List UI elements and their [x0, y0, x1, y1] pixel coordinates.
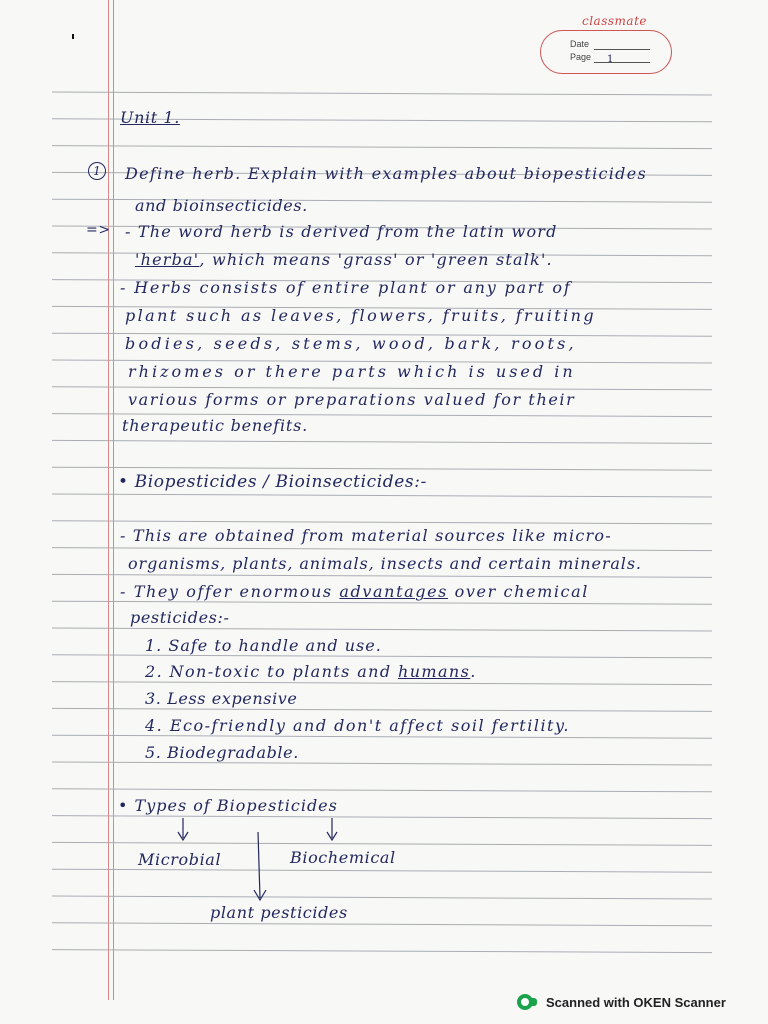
date-label: Date — [570, 39, 590, 49]
answer-line: - The word herb is derived from the latin word — [125, 222, 558, 241]
question-line: and bioinsecticides. — [135, 196, 308, 215]
type-plant: plant pesticides — [210, 903, 348, 922]
scanner-text: Scanned with OKEN Scanner — [546, 994, 726, 1010]
type-microbial: Microbial — [138, 850, 222, 869]
advantage-item: 3. Less expensive — [145, 689, 298, 708]
arrow-to-plant — [258, 832, 260, 898]
type-biochemical: Biochemical — [290, 848, 396, 867]
page-number: 1 — [607, 54, 614, 65]
underlined-word: advantages — [339, 582, 448, 601]
advantage-item: 4. Eco-friendly and don't affect soil fertility. — [145, 716, 570, 735]
answer-line: plant such as leaves, flowers, fruits, fruiting — [125, 306, 596, 325]
answer-line: 'herba', which means 'grass' or 'green stalk'. — [135, 250, 553, 269]
underlined-word: humans — [398, 662, 471, 681]
brand-name: classmate — [582, 14, 647, 28]
answer-arrow: => — [86, 222, 111, 238]
advantage-item: 1. Safe to handle and use. — [145, 636, 382, 655]
page-label: Page — [570, 52, 592, 62]
underlined-word: 'herba' — [135, 250, 200, 269]
section-heading: • Types of Biopesticides — [118, 796, 338, 815]
question-line: Define herb. Explain with examples about biopesticides — [125, 164, 647, 183]
advantage-item: 5. Biodegradable. — [145, 743, 299, 762]
answer-line: rhizomes or there parts which is used in — [128, 362, 576, 381]
scanner-watermark — [516, 992, 726, 1012]
advantage-item: 2. Non-toxic to plants and humans. — [145, 662, 477, 681]
answer-line: therapeutic benefits. — [122, 416, 309, 435]
answer-line: bodies, seeds, stems, wood, bark, roots, — [125, 334, 577, 353]
biopesticide-line: organisms, plants, animals, insects and certain minerals. — [128, 554, 642, 573]
section-heading: • Biopesticides / Bioinsecticides:- — [118, 472, 427, 492]
unit-title: Unit 1. — [120, 108, 180, 127]
biopesticide-line: - They offer enormous advantages over chemical — [120, 582, 589, 601]
answer-line: - Herbs consists of entire plant or any part of — [120, 278, 572, 297]
scanner-logo-icon — [516, 993, 538, 1011]
biopesticide-line: pesticides:- — [130, 608, 230, 627]
question-number: 1 — [88, 162, 106, 180]
biopesticide-line: - This are obtained from material sources like micro- — [120, 526, 612, 545]
answer-line: various forms or preparations valued for their — [128, 390, 576, 409]
